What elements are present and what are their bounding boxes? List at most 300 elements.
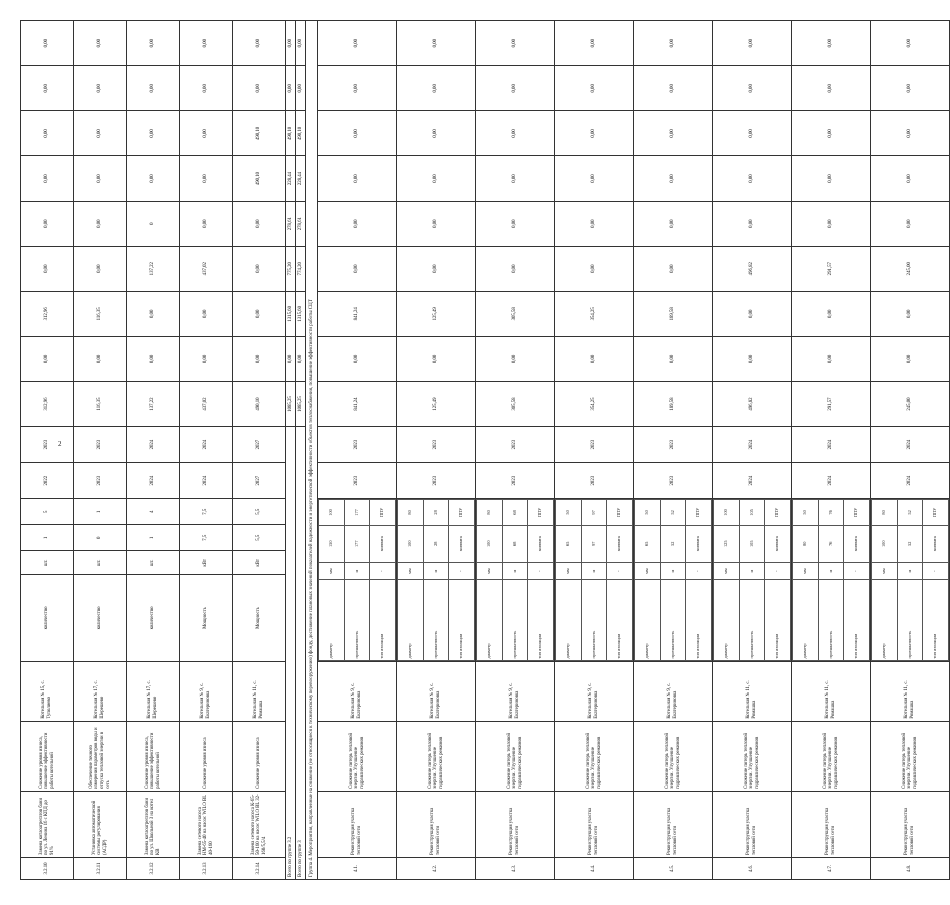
param-unit: кВт [180, 551, 233, 575]
cost-cell: 0,00 [634, 111, 713, 156]
measure-goal: Снижение потерь тепловой энергии. Улучшение гидравлических режимов [713, 721, 792, 791]
param-unit: кВт [233, 551, 286, 575]
param-value: 100 [477, 525, 503, 562]
param-value: 177 [344, 525, 370, 562]
params-table [555, 499, 633, 660]
param-value: - [449, 562, 475, 580]
param-name: количество [74, 575, 127, 661]
cost-cell: 0,00 [634, 66, 713, 111]
cost-cell: 0,00 [318, 156, 397, 201]
cost-cell: 0,00 [476, 201, 555, 246]
params-row [319, 500, 345, 660]
param-value: м [739, 562, 765, 580]
param-value: ППУ [844, 500, 870, 525]
params-row [370, 500, 396, 660]
measure-location: Котельная № 17, с. Шерешево [74, 661, 127, 721]
totals-cell: 0,00 [296, 66, 306, 111]
cost-cell: 0,00 [127, 111, 180, 156]
param-value: 50 [793, 500, 819, 525]
cost-cell: 0,00 [871, 201, 950, 246]
measure-location: Котельная № 9, с. Екатериновка [476, 661, 555, 721]
cost-cell: 841,24 [318, 381, 397, 426]
cost-cell: 0,00 [74, 21, 127, 66]
params-table [397, 499, 475, 660]
cost-cell: 0,00 [871, 66, 950, 111]
totals-cell: 0,00 [286, 336, 296, 381]
params-cell [476, 499, 555, 661]
cost-cell: 0,00 [127, 66, 180, 111]
cost-cell: 0,00 [792, 156, 871, 201]
measure-goal: Снижение потерь тепловой энергии. Улучшение гидравлических режимов [476, 721, 555, 791]
cost-cell: 245,00 [871, 381, 950, 426]
cost-cell: 0,00 [318, 201, 397, 246]
param-value: 52 [897, 500, 923, 525]
totals-cell: 228,44 [296, 156, 306, 201]
cost-cell: 291,57 [792, 246, 871, 291]
year-start: 2027 [233, 463, 286, 499]
param-value: диаметр [398, 580, 424, 660]
param-value: протяженность [897, 580, 923, 660]
param-value: 80 [398, 500, 424, 525]
totals-cell: 490,10 [286, 111, 296, 156]
row-number: 4.5. [634, 857, 713, 879]
cost-cell: 0,00 [21, 201, 74, 246]
param-value: мм [714, 562, 740, 580]
totals-cell: 1085,25 [286, 381, 296, 426]
params-table [476, 499, 554, 660]
measure-goal: Снижение потерь тепловой энергии. Улучшение гидравлических режимов [792, 721, 871, 791]
year-start: 2024 [871, 463, 950, 499]
param-value: м [581, 562, 607, 580]
measure-location: Котельная № 9, с. Екатериновка [555, 661, 634, 721]
cost-cell: 0 [127, 201, 180, 246]
cost-cell: 354,25 [555, 381, 634, 426]
table-row [555, 21, 634, 880]
param-value: мм [635, 562, 661, 580]
table-row [397, 21, 476, 880]
year-end: 2023 [318, 427, 397, 463]
cost-cell: 490,10 [233, 111, 286, 156]
param-value: ППУ [686, 500, 712, 525]
cost-cell: 0,00 [476, 21, 555, 66]
param-value: - [844, 562, 870, 580]
measure-name: Реконструкция участка тепловой сети [318, 791, 397, 857]
param-value: - [370, 562, 396, 580]
totals-cell: 228,44 [286, 156, 296, 201]
params-row [449, 500, 475, 660]
totals-cell: 1315,60 [296, 291, 306, 336]
cost-cell: 0,00 [713, 66, 792, 111]
year-start: 2022 [21, 463, 74, 499]
param-after: 5 [21, 499, 74, 525]
cost-cell: 0,00 [233, 21, 286, 66]
param-value: протяженность [818, 580, 844, 660]
param-value: мм [398, 562, 424, 580]
param-value: 100 [872, 525, 898, 562]
param-value: мм [872, 562, 898, 580]
param-name: количество [21, 575, 74, 661]
cost-cell: 0,00 [318, 111, 397, 156]
year-end: 2023 [21, 427, 74, 463]
param-name: количество [127, 575, 180, 661]
table-row [127, 21, 180, 880]
year-start: 2024 [792, 463, 871, 499]
param-after: 5,5 [233, 499, 286, 525]
param-unit: шт. [74, 551, 127, 575]
params-table [792, 499, 870, 660]
param-value: 125 [714, 525, 740, 562]
params-table [713, 499, 791, 660]
cost-cell: 0,00 [476, 246, 555, 291]
params-row [714, 500, 740, 660]
params-cell [555, 499, 634, 661]
cost-cell: 0,00 [871, 291, 950, 336]
params-row [923, 500, 949, 660]
params-row [423, 500, 449, 660]
param-value: диаметр [556, 580, 582, 660]
param-value: 65 [556, 525, 582, 562]
cost-cell: 0,00 [127, 291, 180, 336]
param-name: Мощность [233, 575, 286, 661]
params-cell [318, 499, 397, 661]
totals-label: Всего по группе 3.2 [286, 427, 296, 880]
params-row [607, 500, 633, 660]
measure-goal: Снижение уровня износа, повышение эффективности работы котельной [21, 721, 74, 791]
cost-cell: 0,00 [180, 111, 233, 156]
group-header-row [306, 21, 318, 880]
measure-name: Замена котлоагрегатов бани по ул. Школьной 3 на котел КВ [127, 791, 180, 857]
cost-cell: 0,00 [74, 336, 127, 381]
table-row [792, 21, 871, 880]
param-value: минвата [923, 525, 949, 562]
params-cell [792, 499, 871, 661]
params-row [502, 500, 528, 660]
table-row [713, 21, 792, 880]
param-value: 76 [818, 500, 844, 525]
table-row [74, 21, 127, 880]
param-value: протяженность [344, 580, 370, 660]
param-value: диаметр [477, 580, 503, 660]
param-value: диаметр [793, 580, 819, 660]
year-end: 2023 [476, 427, 555, 463]
cost-cell: 0,00 [397, 201, 476, 246]
cost-cell: 354,25 [555, 291, 634, 336]
param-value: 68 [502, 500, 528, 525]
param-value: протяженность [739, 580, 765, 660]
param-value: 150 [319, 525, 345, 562]
cost-cell: 0,00 [871, 336, 950, 381]
measure-goal: Снижение уровня износа [233, 721, 286, 791]
cost-cell: 125,49 [397, 381, 476, 426]
cost-cell: 496,82 [713, 381, 792, 426]
cost-cell: 291,57 [792, 381, 871, 426]
cost-cell: 0,00 [180, 201, 233, 246]
cost-cell: 0,00 [555, 246, 634, 291]
year-start: 2023 [318, 463, 397, 499]
row-number: 4.1. [318, 857, 397, 879]
cost-cell: 0,00 [21, 336, 74, 381]
row-number: 3.2.10 [21, 857, 74, 879]
cost-cell: 0,00 [476, 336, 555, 381]
param-value: м [502, 562, 528, 580]
cost-cell: 0,00 [127, 336, 180, 381]
cost-cell: 125,49 [397, 291, 476, 336]
cost-cell: 0,00 [127, 156, 180, 201]
cost-cell: 312,96 [21, 381, 74, 426]
cost-cell: 0,00 [318, 336, 397, 381]
param-value: протяженность [581, 580, 607, 660]
totals-cell: 0,00 [286, 21, 296, 66]
param-value: ППУ [765, 500, 791, 525]
measure-name: Реконструкция участка тепловой сети [397, 791, 476, 857]
table-row [634, 21, 713, 880]
measure-location: Котельная № 9, с. Екатериновка [634, 661, 713, 721]
param-after: 4 [127, 499, 180, 525]
cost-cell: 189,58 [634, 291, 713, 336]
param-after: 7,5 [180, 499, 233, 525]
param-value: - [686, 562, 712, 580]
params-cell [397, 499, 476, 661]
param-value: мм [477, 562, 503, 580]
param-value: 100 [319, 500, 345, 525]
row-number: 4.7. [792, 857, 871, 879]
param-before: 5,5 [233, 525, 286, 551]
param-value: 28 [423, 500, 449, 525]
param-name: Мощность [180, 575, 233, 661]
param-before: 1 [127, 525, 180, 551]
param-value: тип изоляции [844, 580, 870, 660]
totals-row [296, 21, 306, 880]
measure-name: Реконструкция участка тепловой сети [871, 791, 950, 857]
param-before: 1 [21, 525, 74, 551]
cost-cell: 490,10 [233, 381, 286, 426]
param-value: минвата [844, 525, 870, 562]
cost-cell: 0,00 [555, 66, 634, 111]
year-end: 2024 [180, 427, 233, 463]
totals-cell: 0,00 [286, 66, 296, 111]
cost-cell: 0,00 [397, 156, 476, 201]
param-value: 80 [872, 500, 898, 525]
cost-cell: 496,82 [713, 246, 792, 291]
cost-cell: 0,00 [397, 66, 476, 111]
param-value: мм [319, 562, 345, 580]
param-value: тип изоляции [449, 580, 475, 660]
row-number: 3.2.11 [74, 857, 127, 879]
cost-cell: 0,00 [792, 111, 871, 156]
measure-goal: Обеспечение точного измерения параметров воды и отпуска тепловой энергии в сеть [74, 721, 127, 791]
measure-goal: Снижение потерь тепловой энергии. Улучшение гидравлических режимов [634, 721, 713, 791]
year-start: 2023 [634, 463, 713, 499]
param-value: диаметр [714, 580, 740, 660]
cost-cell: 0,00 [713, 201, 792, 246]
cost-cell: 305,58 [476, 381, 555, 426]
params-row [686, 500, 712, 660]
cost-cell: 0,00 [21, 21, 74, 66]
measure-goal: Снижение уровня износа, повышение эффективности работы котельной [127, 721, 180, 791]
cost-cell: 0,00 [555, 111, 634, 156]
cost-cell: 116,35 [74, 381, 127, 426]
param-value: тип изоляции [765, 580, 791, 660]
param-value: диаметр [872, 580, 898, 660]
param-value: мм [793, 562, 819, 580]
cost-cell: 0,00 [634, 156, 713, 201]
cost-cell: 0,00 [713, 291, 792, 336]
cost-cell: 0,00 [555, 336, 634, 381]
measure-location: Котельная № 11, с. Ромашка [871, 661, 950, 721]
totals-row [286, 21, 296, 880]
measure-name: Установка автоматической системы регулирования (АСДР) [74, 791, 127, 857]
param-value: 50 [556, 500, 582, 525]
year-end: 2023 [74, 427, 127, 463]
param-value: 28 [423, 525, 449, 562]
cost-cell: 0,00 [74, 156, 127, 201]
year-end: 2027 [233, 427, 286, 463]
row-number: 3.2.14 [233, 857, 286, 879]
cost-cell: 0,00 [397, 21, 476, 66]
params-row [897, 500, 923, 660]
totals-cell: 774,20 [296, 246, 306, 291]
param-value: протяженность [660, 580, 686, 660]
params-row [765, 500, 791, 660]
param-before: 0 [74, 525, 127, 551]
year-end: 2024 [713, 427, 792, 463]
param-value: 105 [739, 525, 765, 562]
totals-label: Всего по группе 3 [296, 427, 306, 880]
cost-cell: 0,00 [634, 201, 713, 246]
measure-name: Реконструкция участка тепловой сети [792, 791, 871, 857]
params-row [477, 500, 503, 660]
row-number: 4.6. [713, 857, 792, 879]
param-value: м [344, 562, 370, 580]
cost-cell: 0,00 [792, 201, 871, 246]
params-row [844, 500, 870, 660]
cost-cell: 0,00 [74, 201, 127, 246]
cost-cell: 0,00 [555, 21, 634, 66]
params-row [398, 500, 424, 660]
param-value: м [897, 562, 923, 580]
cost-cell: 0,00 [713, 336, 792, 381]
measure-location: Котельная № 17, с. Шерешево [127, 661, 180, 721]
row-number: 4.2. [397, 857, 476, 879]
param-value: тип изоляции [370, 580, 396, 660]
cost-cell: 0,00 [180, 66, 233, 111]
investment-program-table [20, 20, 950, 880]
param-value: 68 [502, 525, 528, 562]
totals-cell: 1085,25 [296, 381, 306, 426]
param-value: м [660, 562, 686, 580]
measure-name: Замена сетевого насоса К-65-50-160 на насос WILO BL 32-160/5,5/4 [233, 791, 286, 857]
param-value: тип изоляции [686, 580, 712, 660]
params-row [635, 500, 661, 660]
measure-name: Замена сетевого насоса НМ-65-40 на насос WILO BL 40-160 [180, 791, 233, 857]
param-value: 100 [398, 525, 424, 562]
table-row [871, 21, 950, 880]
param-value: тип изоляции [923, 580, 949, 660]
param-value: минвата [528, 525, 554, 562]
measure-location: Котельная № 11, с. Ромашка [792, 661, 871, 721]
cost-cell: 0,00 [713, 21, 792, 66]
year-start: 2023 [476, 463, 555, 499]
param-value: минвата [607, 525, 633, 562]
params-cell [634, 499, 713, 661]
cost-cell: 0,00 [871, 111, 950, 156]
param-value: протяженность [502, 580, 528, 660]
cost-cell: 0,00 [180, 336, 233, 381]
param-value: 50 [635, 500, 661, 525]
cost-cell: 437,02 [180, 246, 233, 291]
param-value: минвата [449, 525, 475, 562]
measure-location: Котельная № 11, с. Ромашка [233, 661, 286, 721]
row-number: 3.2.13 [180, 857, 233, 879]
cost-cell: 0,00 [21, 66, 74, 111]
param-value: мм [556, 562, 582, 580]
table-row [21, 21, 74, 880]
params-table [871, 499, 949, 660]
param-value: 177 [344, 500, 370, 525]
measure-name: Реконструкция участка тепловой сети [634, 791, 713, 857]
cost-cell: 0,00 [318, 21, 397, 66]
params-row [528, 500, 554, 660]
rotated-page [20, 0, 938, 900]
measure-goal: Снижение потерь тепловой энергии. Улучшение гидравлических режимов [397, 721, 476, 791]
param-value: - [765, 562, 791, 580]
params-table [634, 499, 712, 660]
cost-cell: 0,00 [397, 111, 476, 156]
cost-cell: 0,00 [180, 21, 233, 66]
year-end: 2024 [792, 427, 871, 463]
param-after: 1 [74, 499, 127, 525]
cost-cell: 0,00 [792, 336, 871, 381]
cost-cell: 0,00 [21, 156, 74, 201]
cost-cell: 0,00 [233, 246, 286, 291]
params-row [793, 500, 819, 660]
cost-cell: 137,22 [127, 381, 180, 426]
cost-cell: 0,00 [476, 66, 555, 111]
param-value: тип изоляции [607, 580, 633, 660]
year-end: 2024 [127, 427, 180, 463]
row-number: 4.8. [871, 857, 950, 879]
cost-cell: 0,00 [871, 21, 950, 66]
cost-cell: 0,00 [318, 246, 397, 291]
totals-cell: 0,00 [296, 21, 306, 66]
table-row [180, 21, 233, 880]
year-start: 2023 [397, 463, 476, 499]
cost-cell: 0,00 [127, 21, 180, 66]
params-row [872, 500, 898, 660]
year-start: 2024 [180, 463, 233, 499]
cost-cell: 137,22 [127, 246, 180, 291]
cost-cell: 0,00 [74, 246, 127, 291]
totals-cell: 1315,60 [286, 291, 296, 336]
cost-cell: 116,35 [74, 291, 127, 336]
param-value: ППУ [370, 500, 396, 525]
year-start: 2024 [127, 463, 180, 499]
group-title: Группа 4. Мероприятия, направленные на снижение (не относящиеся к техническому перевооружению) фонду, достижение плановых значений показателей надежности и энергетической эффективности объектов теплоснабжения, повышение эффективности работы СЦТ [306, 21, 318, 880]
params-row [581, 500, 607, 660]
cost-cell: 0,00 [21, 111, 74, 156]
measure-location: Котельная № 11, с. Ромашка [713, 661, 792, 721]
param-value: 97 [581, 525, 607, 562]
cost-cell: 437,02 [180, 381, 233, 426]
param-value: ППУ [607, 500, 633, 525]
table-row [318, 21, 397, 880]
cost-cell: 0,00 [555, 156, 634, 201]
param-value: - [607, 562, 633, 580]
params-table [318, 499, 396, 660]
cost-cell: 0,00 [713, 111, 792, 156]
year-start: 2023 [74, 463, 127, 499]
year-end: 2023 [555, 427, 634, 463]
